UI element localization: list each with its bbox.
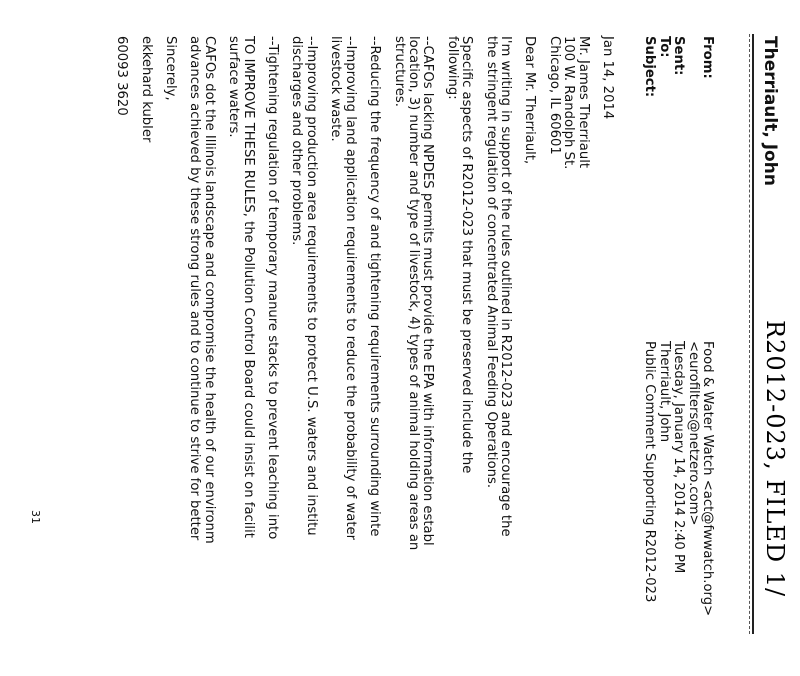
meta-label: From: xyxy=(700,36,715,79)
meta-row-from-email xyxy=(685,36,699,636)
bullet-3: --Improving land application requirements to reduce the probability of water livestock waste. xyxy=(328,36,358,541)
closing: Sincerely, xyxy=(163,36,179,101)
filing-stamp: R2012-023, FILED 1/ xyxy=(761,320,789,598)
recipient-address: Mr. James Therriault 100 W. Randolph St. Chicago, IL 60601 xyxy=(546,36,591,170)
signature: ekkehard kubler xyxy=(138,36,154,143)
bullet-5: --Tightening regulation of temporary manure stacks to prevent leaching into xyxy=(265,36,281,540)
meta-row-sent xyxy=(671,36,685,636)
paragraph-4: CAFOs dot the Illinois landscape and compromise the health of our environm advances achieved by these strong rules and to continue to strive for better xyxy=(187,36,217,544)
header-name: Therriault, John xyxy=(760,36,780,186)
page-number: 31 xyxy=(29,510,42,524)
meta-value: Public Comment Supporting R2012-023 xyxy=(642,341,658,603)
meta-row-to xyxy=(656,36,670,636)
meta-label: Subject: xyxy=(642,36,658,98)
meta-label: Sent: xyxy=(671,36,687,76)
paragraph-3: TO IMPROVE THESE RULES, the Pollution Control Board could insist on facilit surface waters. xyxy=(226,36,256,538)
meta-row-from xyxy=(700,36,714,636)
zip-code: 60093 3620 xyxy=(114,36,130,116)
paragraph-2: Specific aspects of R2012-023 that must be preserved include the following: xyxy=(444,36,475,474)
greeting: Dear Mr. Therriault, xyxy=(522,36,538,165)
letter-date: Jan 14, 2014 xyxy=(600,36,615,120)
meta-value: Tuesday, January 14, 2014 2:40 PM xyxy=(671,341,687,574)
header-rule xyxy=(752,34,754,634)
bullet-4: --Improving production area requirements to protect U.S. waters and institu discharges and other problems. xyxy=(289,36,319,536)
meta-value: Food & Water Watch <act@fwwatch.org> xyxy=(700,341,715,617)
header-rule-dashed xyxy=(749,34,750,634)
email-meta xyxy=(642,36,714,636)
meta-label: To: xyxy=(656,36,672,58)
letter-body xyxy=(104,36,614,676)
meta-value: Therriault, John xyxy=(656,341,672,443)
meta-value: <eurofilters@netzero.com> xyxy=(685,341,701,526)
meta-row-subject xyxy=(642,36,656,636)
bullet-2: --Reducing the frequency of and tightening requirements surrounding winte xyxy=(367,36,383,537)
bullet-1: --CAFOs lacking NPDES permits must provide the EPA with information establ location, 3) number and type of livestock, 4) types of animal holding areas an structures. xyxy=(391,36,436,551)
paragraph-1: I'm writing in support of the rules outlined in R2012-023 and encourage the the stringent regulation of concentrated Animal Feeding Operations. xyxy=(483,36,513,537)
